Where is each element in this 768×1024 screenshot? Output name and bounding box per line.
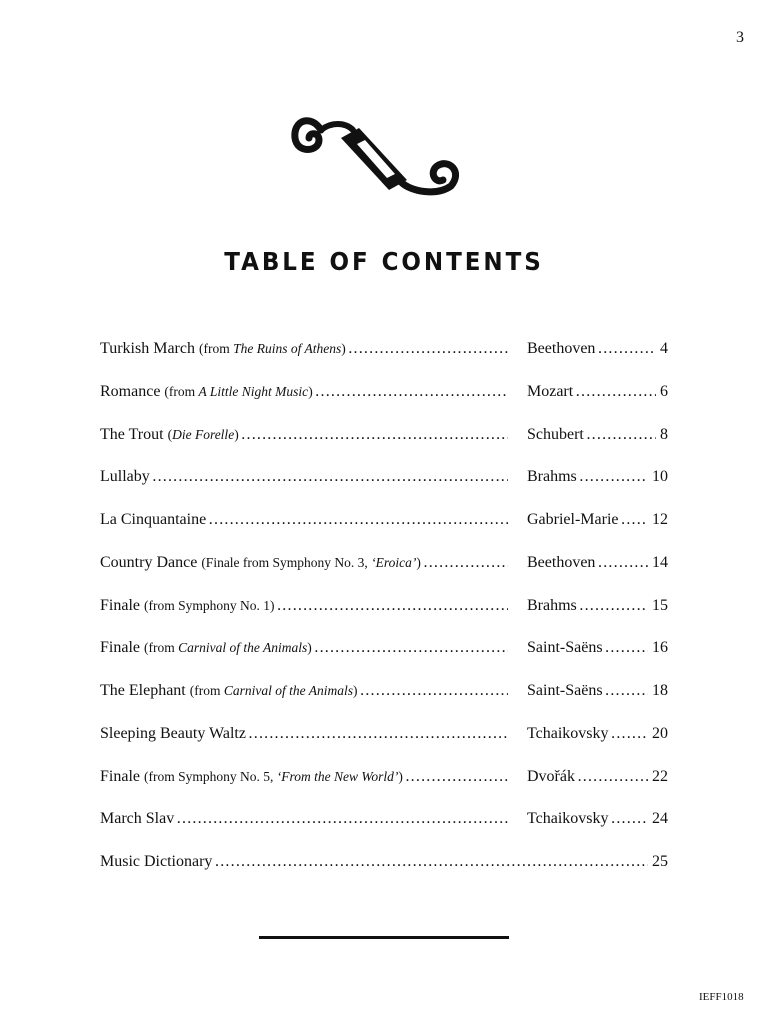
entry-page: 24 [648,810,668,828]
toc-entry [100,550,668,593]
entry-title-line [100,682,508,700]
entry-title-line [100,639,508,657]
entry-note: (from Symphony No. 5, ‘From the New World’) [144,768,403,784]
entry-page: 12 [648,511,668,529]
toc-entry [100,422,668,465]
entry-composer: Beethoven . . . [527,554,668,572]
toc-entry [100,764,668,807]
entry-composer: Brahms . . . [527,597,668,615]
toc-list [100,336,668,892]
entry-title: Finale [100,767,140,785]
entry-page: 15 [648,597,668,615]
entry-title: Finale [100,596,140,614]
entry-title: Music Dictionary [100,853,213,870]
entry-note: (from Carnival of the Animals) [144,640,312,656]
entry-title: The Trout [100,425,164,443]
entry-title: March Slav [100,810,175,828]
toc-entry [100,678,668,721]
toc-entry [100,593,668,636]
entry-title: Lullaby [100,468,150,486]
entry-composer: Dvořák . . . [527,768,668,786]
entry-composer: Saint-Saëns . . . [527,639,668,657]
entry-page: 14 [648,554,668,572]
entry-note: (from A Little Night Music) [164,383,313,399]
page-number: 3 [736,29,744,46]
entry-title: Romance [100,382,161,400]
toc-entry [100,721,668,764]
toc-entry [100,336,668,379]
entry-composer: Tchaikovsky . . . [527,810,668,828]
entry-title-line [100,511,508,529]
toc-entry [100,849,668,892]
toc-entry [100,507,668,550]
entry-page: 4 [656,340,668,358]
entry-composer: Brahms . . . [527,468,668,486]
entry-title-line [100,853,668,871]
entry-title-line [100,383,508,401]
catalog-code: IEFF1018 [699,991,744,1003]
entry-title: The Elephant [100,682,186,699]
entry-title: Finale [100,639,140,657]
entry-title: Sleeping Beauty Waltz [100,724,246,742]
entry-title-line [100,554,508,572]
entry-title-line [100,768,508,786]
entry-page: 18 [648,682,668,700]
entry-note: (from Carnival of the Animals) [189,683,358,698]
toc-entry [100,806,668,849]
entry-note: (from The Ruins of Athens) [198,341,346,356]
entry-page: 22 [648,768,668,786]
toc-entry [100,379,668,422]
treble-flourish-icon [291,100,461,208]
entry-page: 16 [648,639,668,657]
entry-note: (Die Forelle) [167,426,239,442]
page-title: TABLE OF CONTENTS [224,247,544,276]
entry-composer: Tchaikovsky . . . [527,725,668,743]
entry-note: (from Symphony No. 1) [144,597,275,613]
entry-title-line [100,426,508,444]
entry-page: 10 [648,468,668,486]
entry-page: 6 [656,383,668,401]
entry-composer: Saint-Saëns . . . [527,682,668,700]
entry-composer: Gabriel-Marie . . . [527,511,668,529]
toc-entry [100,635,668,678]
toc-entry [100,464,668,507]
entry-title-line [100,340,508,358]
entry-page: 20 [648,725,668,743]
entry-composer: Schubert . . . [527,426,668,444]
entry-note: (Finale from Symphony No. 3, ‘Eroica’) [201,554,421,570]
entry-title: Country Dance [100,553,198,571]
bottom-rule [259,936,509,939]
entry-title-line [100,810,508,828]
entry-title-line [100,597,508,615]
entry-title: La Cinquantaine [100,511,207,528]
entry-page: 25 [648,853,668,871]
entry-page: 8 [656,426,668,444]
entry-title-line [100,725,508,743]
entry-composer: Mozart . . . [527,383,668,401]
entry-composer: Beethoven . . . [527,340,668,358]
entry-title: Turkish March [100,340,195,357]
entry-title-line [100,468,508,486]
